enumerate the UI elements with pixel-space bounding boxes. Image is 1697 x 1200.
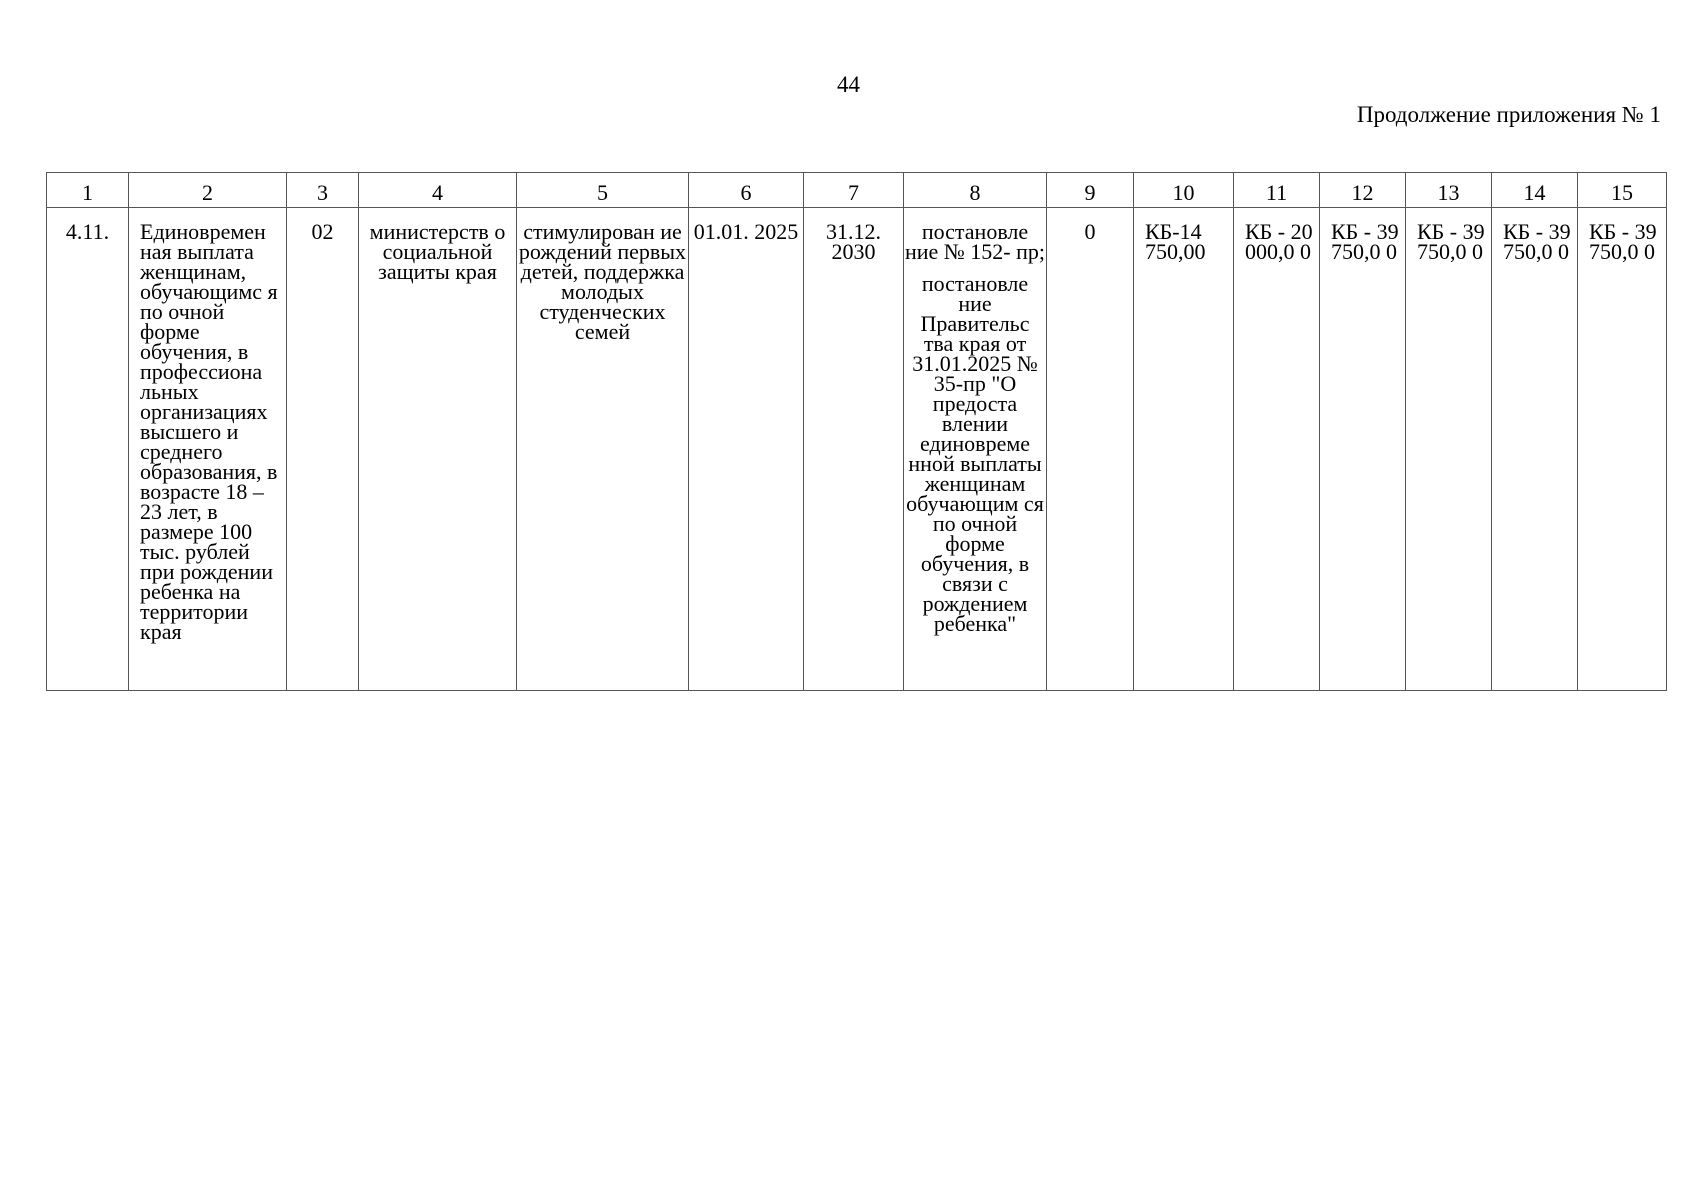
column-header-3: 3 <box>287 173 359 208</box>
column-header-4: 4 <box>359 173 517 208</box>
cell-budget-12: КБ - 39 750,0 0 <box>1320 208 1406 691</box>
cell-item-number: 4.11. <box>47 208 129 691</box>
column-header-7: 7 <box>804 173 904 208</box>
cell-end-date: 31.12. 2030 <box>804 208 904 691</box>
column-header-10: 10 <box>1134 173 1234 208</box>
column-header-11: 11 <box>1234 173 1320 208</box>
cell-budget-11: КБ - 20 000,0 0 <box>1234 208 1320 691</box>
cell-code: 02 <box>287 208 359 691</box>
table-row <box>47 208 1667 691</box>
column-header-1: 1 <box>47 173 129 208</box>
table-header-row <box>47 173 1667 208</box>
cell-responsible: министерств о социальной защиты края <box>359 208 517 691</box>
cell-purpose: стимулирован ие рождений первых детей, поддержка молодых студенческих семей <box>517 208 689 691</box>
cell-measure-name: Единовремен ная выплата женщинам, обучающимс я по очной форме обучения, в профессиона льных организациях высшего и среднего образования, в возрасте 18 – 23 лет, в размере 100 тыс. рублей при рождении ребенка на территории края <box>129 208 287 691</box>
cell-budget-10: КБ-14 750,00 <box>1134 208 1234 691</box>
column-header-2: 2 <box>129 173 287 208</box>
column-header-9: 9 <box>1047 173 1134 208</box>
appendix-continuation-label: Продолжение приложения № 1 <box>1356 102 1661 127</box>
column-header-13: 13 <box>1406 173 1492 208</box>
column-header-14: 14 <box>1492 173 1578 208</box>
legal-basis-resolution-35: постановле ние Правительс тва края от 31.01.2025 № 35-пр "О предоста влении единовреме нной выплаты женщинам обучающим ся по очной форме обучения, в связи с рождением ребенка" <box>906 271 1044 636</box>
column-header-5: 5 <box>517 173 689 208</box>
column-header-12: 12 <box>1320 173 1406 208</box>
cell-value-9: 0 <box>1047 208 1134 691</box>
cell-start-date: 01.01. 2025 <box>689 208 804 691</box>
cell-budget-13: КБ - 39 750,0 0 <box>1406 208 1492 691</box>
cell-legal-basis <box>904 208 1047 691</box>
page-number: 44 <box>837 72 860 97</box>
cell-budget-15: КБ - 39 750,0 0 <box>1578 208 1667 691</box>
appendix-table <box>46 172 1667 691</box>
column-header-6: 6 <box>689 173 804 208</box>
column-header-8: 8 <box>904 173 1047 208</box>
column-header-15: 15 <box>1578 173 1667 208</box>
cell-budget-14: КБ - 39 750,0 0 <box>1492 208 1578 691</box>
legal-basis-resolution-152: постановле ние № 152- пр; <box>904 219 1045 264</box>
